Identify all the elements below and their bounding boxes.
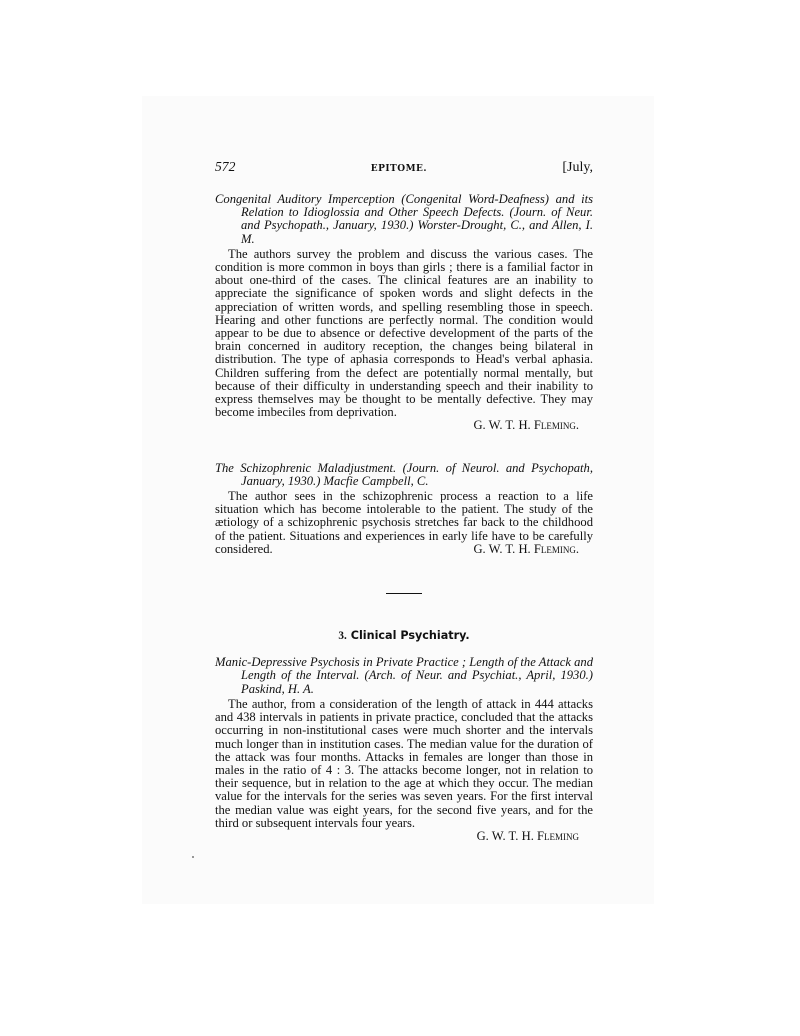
- article-auditory-imperception: [215, 193, 593, 433]
- section-heading: [215, 629, 593, 643]
- article-body-with-signature: [215, 490, 593, 556]
- article-body: The author sees in the schizophrenic process a reaction to a life situation which has become intolerable to the patient. The study of the ætiology of a schizophrenic psychosis stretches far back to the childhood of the patient. Situations and experiences in early life have to be carefully considered.: [215, 489, 593, 556]
- running-title: EPITOME.: [370, 164, 428, 174]
- article-manic-depressive: [215, 656, 593, 843]
- section-divider: [386, 593, 422, 594]
- running-date: [July,: [562, 160, 593, 175]
- article-citation: The Schizophrenic Maladjustment. (Journ. of Neurol. and Psychopath, January, 1930.) Macfie Campbell, C.: [215, 460, 593, 488]
- article-schizophrenic-maladjustment: [215, 462, 593, 556]
- article-signature: G. W. T. H. Fleming.: [473, 541, 579, 556]
- article-signature: G. W. T. H. Fleming.: [473, 418, 579, 433]
- running-head: [215, 160, 593, 178]
- article-citation: Congenital Auditory Imperception (Congenital Word-Deafness) and its Relation to Idioglossia and Other Speech Defects. (Journ. of Neur. and Psychopath., January, 1930.) Worster-Drought, C., and Allen, I. M.: [215, 192, 593, 246]
- section-title: Clinical Psychiatry.: [350, 629, 470, 643]
- article-signature: G. W. T. H. Fleming: [476, 828, 579, 843]
- page-number: 572: [215, 159, 236, 174]
- article-body: The author, from a consideration of the length of attack in 444 attacks and 438 intervals in patients in private practice, concluded that the attacks occurring in non-institutional cases were much shorter and the intervals much longer than in institution cases. The median value for the duration of the attack was four months. Attacks in females are longer than those in males in the ratio of 4 : 3. The attacks become longer, not in relation to their sequence, but in relation to the age at which they occur. The median value for the intervals for the series was seven years. For the first interval the median value was eight years, for the second five years, and for the third or subsequent intervals four years.: [215, 696, 593, 830]
- text-column: [215, 160, 593, 843]
- section-number: 3.: [338, 630, 347, 643]
- article-body: The authors survey the problem and discuss the various cases. The condition is more common in boys than girls ; there is a familial factor in about one-third of the cases. The clinical features are an inability to appreciate the significance of spoken words and slight defects in the appreciation of written words, and spelling resembling those in speech. Hearing and other functions are perfectly normal. The condition would appear to be due to absence or defective development of the parts of the brain concerned in auditory reception, the changes being bilateral in distribution. The type of aphasia corresponds to Head's verbal aphasia. Children suffering from the defect are potentially normal mentally, but because of their difficulty in understanding speech and their inability to express themselves may be thought to be mentally defective. They may become imbeciles from deprivation.: [215, 246, 593, 420]
- page-speck: [192, 856, 194, 858]
- article-citation: Manic-Depressive Psychosis in Private Practice ; Length of the Attack and Length of the Interval. (Arch. of Neur. and Psychiat., April, 1930.) Paskind, H. A.: [215, 655, 593, 696]
